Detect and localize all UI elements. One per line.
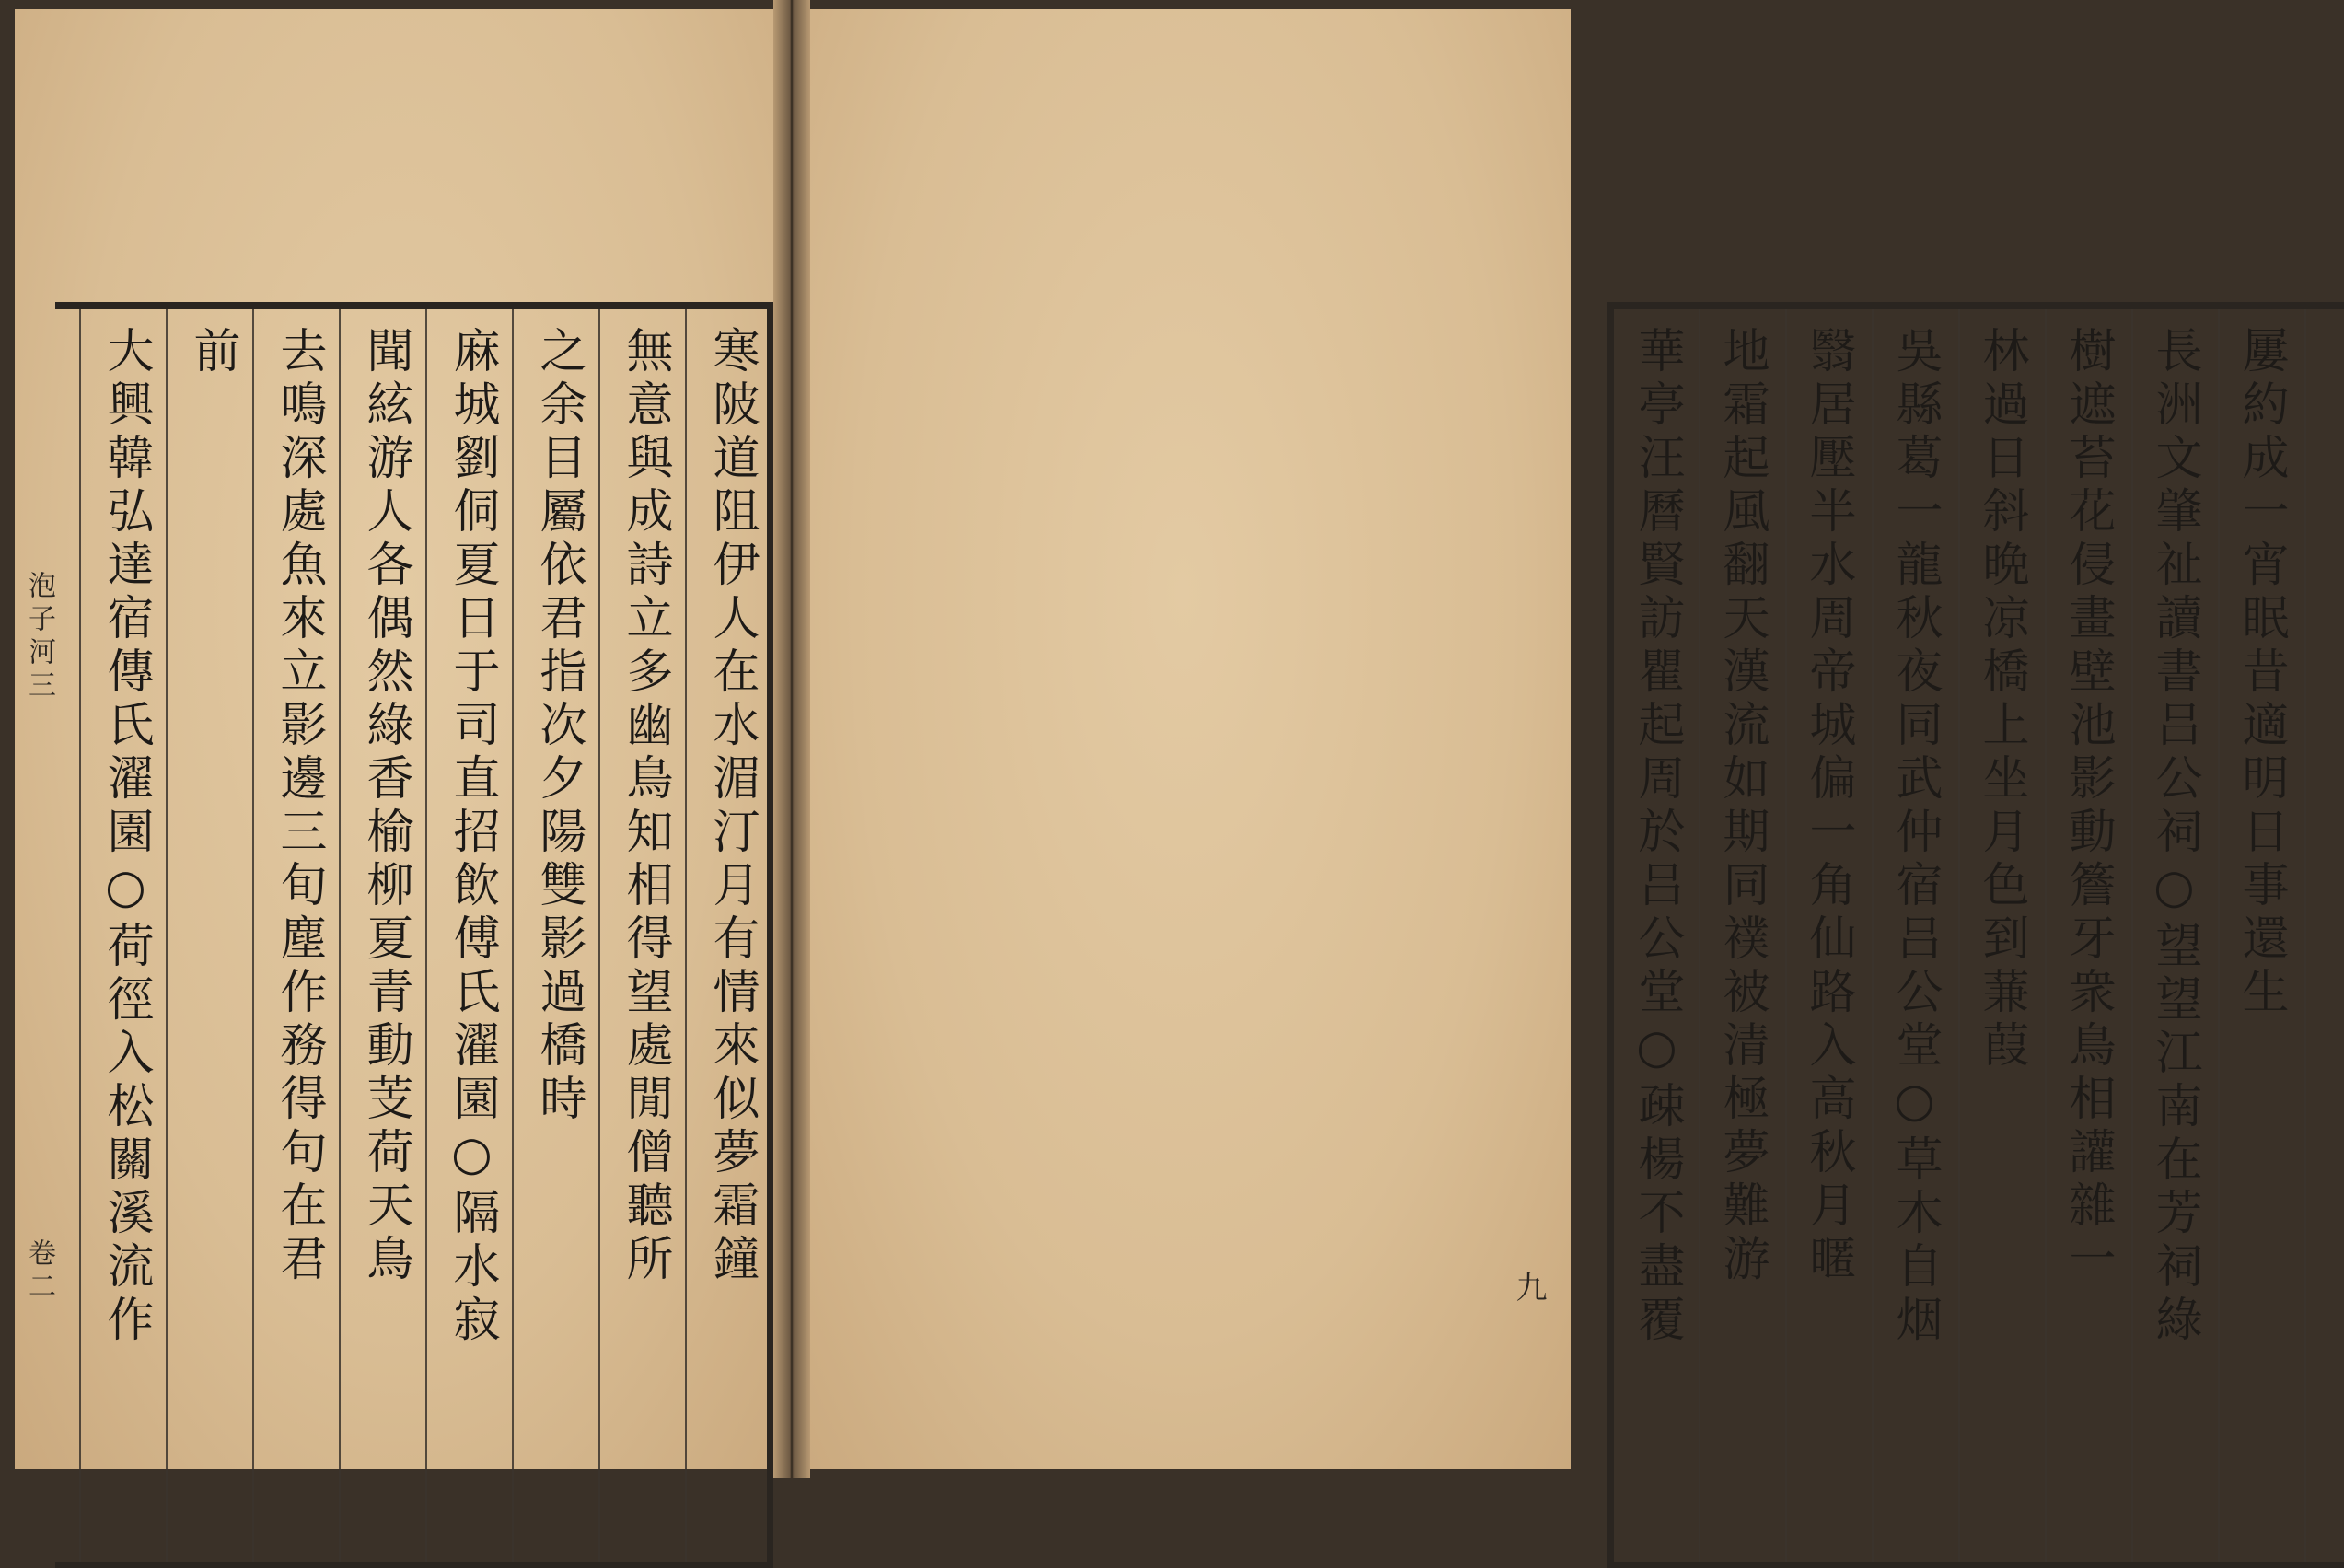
left-text-frame xyxy=(55,302,773,1568)
text-column: 大興韓弘達宿傳氏濯園○荷徑入松關溪流作 xyxy=(99,326,153,1348)
text-column: 林過日斜晩凉橋上坐月色到蒹葭 xyxy=(1974,326,2028,1074)
right-page xyxy=(795,9,2288,1469)
text-column: 麻城劉侗夏日于司直招飲傅氏濯園○隔水寂 xyxy=(445,326,499,1348)
text-column: 長洲文肇祉讀書吕公祠○望望江南在芳祠綠 xyxy=(2147,326,2201,1348)
text-column: 聞絃游人各偶然綠香榆柳夏青動芰荷天鳥 xyxy=(358,326,412,1287)
column-rule xyxy=(79,309,81,1562)
margin-volume: 卷二 xyxy=(23,1238,55,1305)
book-gutter xyxy=(773,0,810,1478)
text-column: 華亭汪曆賢訪瞿起周於吕公堂○疎楊不盡覆 xyxy=(1630,326,1684,1348)
text-column: 無意與成詩立多幽鳥知相得望處閒僧聽所 xyxy=(618,326,672,1287)
text-column: 地霜起風翻天漢流如期同襆被清極夢難游 xyxy=(1714,326,1769,1287)
left-page xyxy=(15,9,788,1469)
text-column: 翳居壓半水周帝城偏一角仙路入高秋月暱 xyxy=(1801,326,1855,1287)
text-column: 去鳴深處魚來立影邊三旬塵作務得句在君 xyxy=(272,326,326,1287)
text-column: 屢約成一宵眠昔適明日事還生 xyxy=(2234,326,2288,1020)
text-column: 吳縣葛一龍秋夜同武仲宿吕公堂○草木自烟 xyxy=(1887,326,1942,1348)
text-column: 寒陂道阻伊人在水湄汀月有情來似夢霜鐘 xyxy=(704,326,759,1287)
margin-title: 泡子河三 xyxy=(23,571,55,703)
text-column: 之余目屬依君指次夕陽雙影過橋時 xyxy=(531,326,586,1127)
text-column: 前 xyxy=(185,326,239,379)
right-text-frame xyxy=(1607,302,2344,1568)
column-rule xyxy=(2304,309,2306,1562)
folio-number: 九 xyxy=(1510,1271,1547,1307)
text-column: 樹遮苔花侵畫壁池影動簷牙衆鳥相讙雜一 xyxy=(2060,326,2115,1287)
